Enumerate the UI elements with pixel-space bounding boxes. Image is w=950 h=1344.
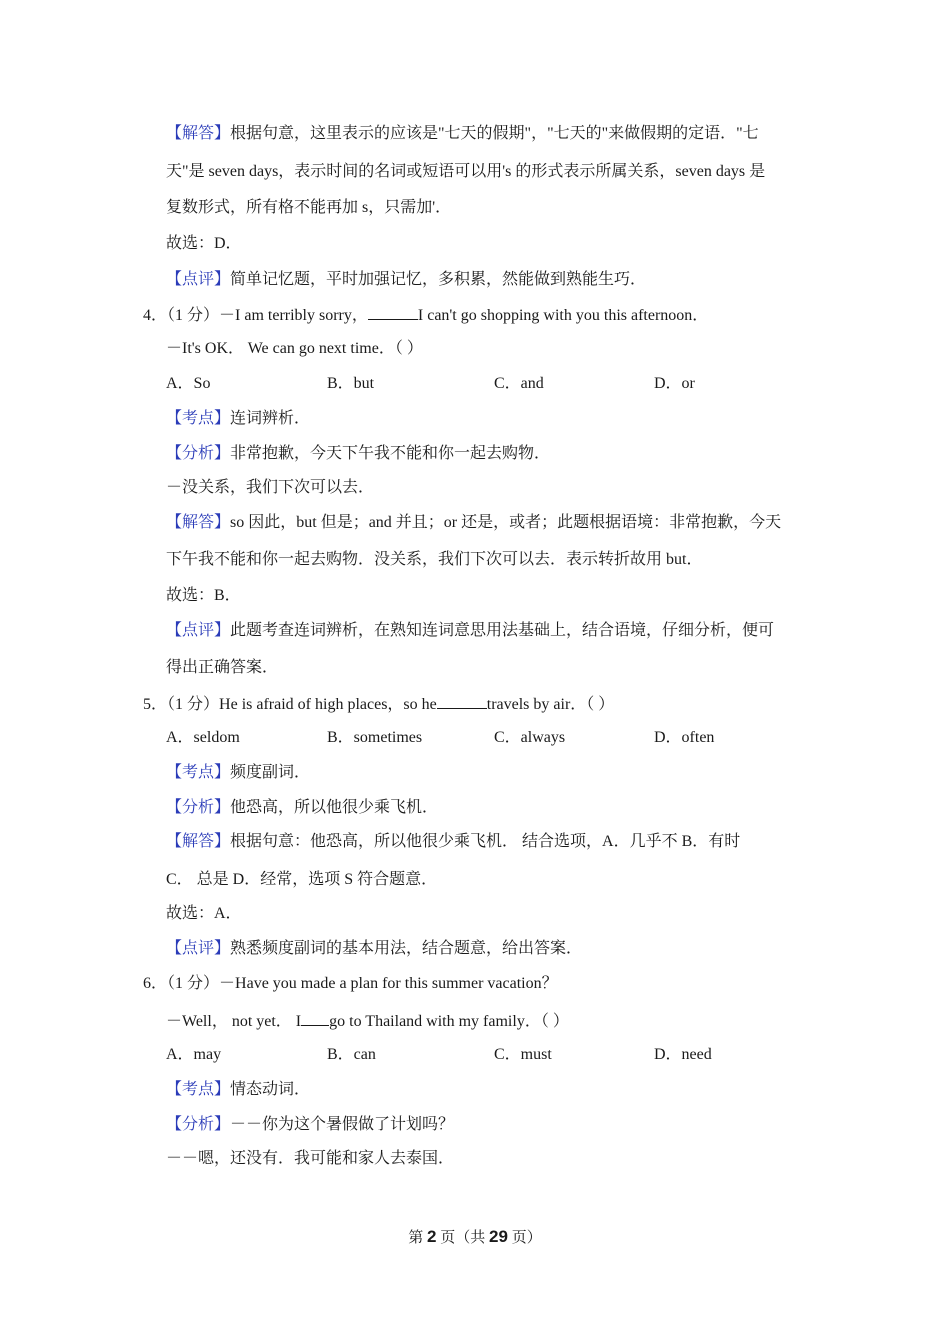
q4-option-d: D．or bbox=[654, 375, 695, 392]
q5-comment-tag: 【点评】 bbox=[166, 940, 231, 957]
q4-stem: 4．（1 分）－I am terribly sorry， I can't go shopping with you this afternoon． bbox=[143, 304, 708, 326]
q5-stem: 5．（1 分）He is afraid of high places，so he travels by air．（ ） bbox=[143, 693, 614, 715]
q6-kaodian-tag: 【考点】 bbox=[166, 1081, 231, 1098]
q5-answer-line-2: C． 总是 D．经常，选项 S 符合题意． bbox=[166, 871, 438, 888]
q6-blank bbox=[301, 1010, 329, 1026]
q5-blank bbox=[437, 693, 487, 709]
q4-option-b: B．but bbox=[327, 375, 375, 392]
q3-answer-line-1: 【解答】根据句意，这里表示的应该是"七天的假期"，"七天的"来做假期的定语．"七 bbox=[166, 125, 759, 142]
q4-option-a: A．So bbox=[166, 375, 211, 392]
q5-kaodian-tag: 【考点】 bbox=[166, 764, 231, 781]
page-total: 29 bbox=[489, 1227, 508, 1246]
q5-score: （1 分） bbox=[167, 696, 220, 713]
q4-kaodian: 【考点】连词辨析． bbox=[166, 410, 311, 427]
q6-number: 6． bbox=[143, 975, 168, 992]
q4-comment-line-1: 【点评】此题考查连词辨析，在熟知连词意思用法基础上，结合语境，仔细分析，便可 bbox=[166, 622, 775, 639]
q5-answer-line-1: 【解答】根据句意：他恐高，所以他很少乘飞机． 结合选项，A．几乎不 B．有时 bbox=[166, 833, 741, 850]
q4-answer-tag: 【解答】 bbox=[166, 514, 231, 531]
q4-choice: 故选：B． bbox=[166, 587, 241, 604]
q6-option-b: B．can bbox=[327, 1046, 376, 1063]
q4-fenxi-tag: 【分析】 bbox=[166, 445, 231, 462]
q4-score: （1 分） bbox=[167, 307, 220, 324]
q5-option-d: D．often bbox=[654, 729, 715, 746]
q6-kaodian: 【考点】情态动词． bbox=[166, 1081, 311, 1098]
q5-comment: 【点评】熟悉频度副词的基本用法，结合题意，给出答案． bbox=[166, 940, 583, 957]
q6-option-c: C．must bbox=[494, 1046, 552, 1063]
q4-fenxi: 【分析】非常抱歉，今天下午我不能和你一起去购物． bbox=[166, 445, 551, 462]
q6-fenxi-tag: 【分析】 bbox=[166, 1116, 231, 1133]
q5-kaodian: 【考点】频度副词． bbox=[166, 764, 311, 781]
q5-option-a: A．seldom bbox=[166, 729, 240, 746]
q6-option-d: D．need bbox=[654, 1046, 712, 1063]
q5-fenxi-tag: 【分析】 bbox=[166, 799, 231, 816]
q5-option-b: B．sometimes bbox=[327, 729, 423, 746]
q3-choice: 故选：D． bbox=[166, 235, 242, 252]
q3-answer-line-2: 天"是 seven days，表示时间的名词或短语可以用's 的形式表示所属关系，seven days 是 bbox=[166, 163, 766, 180]
q4-comment-line-2: 得出正确答案． bbox=[166, 659, 279, 676]
page-footer: 第 2 页（共 29 页） bbox=[408, 1227, 542, 1246]
q4-answer-line-1: 【解答】so 因此，but 但是；and 并且；or 还是，或者；此题根据语境：非常抱歉，今天 bbox=[166, 514, 782, 531]
q6-score: （1 分） bbox=[167, 975, 220, 992]
q3-answer-line-3: 复数形式，所有格不能再加 s，只需加'． bbox=[166, 199, 452, 216]
q4-kaodian-tag: 【考点】 bbox=[166, 410, 231, 427]
q5-choice: 故选：A． bbox=[166, 905, 242, 922]
q6-option-a: A．may bbox=[166, 1046, 222, 1063]
q4-option-c: C．and bbox=[494, 375, 544, 392]
q4-blank bbox=[368, 304, 418, 320]
q5-number: 5． bbox=[143, 696, 168, 713]
q6-fenxi: 【分析】－－你为这个暑假做了计划吗？ bbox=[166, 1116, 455, 1133]
q5-answer-tag: 【解答】 bbox=[166, 833, 231, 850]
q4-stem-2: －It's OK． We can go next time．（ ） bbox=[166, 340, 423, 357]
q5-option-c: C．always bbox=[494, 729, 566, 746]
q3-comment-tag: 【点评】 bbox=[166, 271, 231, 288]
q3-answer-tag: 【解答】 bbox=[166, 125, 231, 142]
q6-stem: 6．（1 分）－Have you made a plan for this summer vacation？ bbox=[143, 975, 558, 992]
q4-comment-tag: 【点评】 bbox=[166, 622, 231, 639]
page-number: 2 bbox=[427, 1227, 437, 1246]
q6-stem-2: －Well， not yet． I go to Thailand with my family．（ ） bbox=[166, 1010, 569, 1032]
q3-comment: 【点评】简单记忆题，平时加强记忆，多积累，然能做到熟能生巧． bbox=[166, 271, 647, 288]
q4-answer-line-2: 下午我不能和你一起去购物．没关系，我们下次可以去．表示转折故用 but． bbox=[166, 551, 703, 568]
q5-fenxi: 【分析】他恐高，所以他很少乘飞机． bbox=[166, 799, 439, 816]
q4-fenxi-2: －没关系，我们下次可以去． bbox=[166, 479, 375, 496]
q4-number: 4． bbox=[143, 307, 168, 324]
q6-fenxi-2: －－嗯，还没有．我可能和家人去泰国． bbox=[166, 1150, 455, 1167]
